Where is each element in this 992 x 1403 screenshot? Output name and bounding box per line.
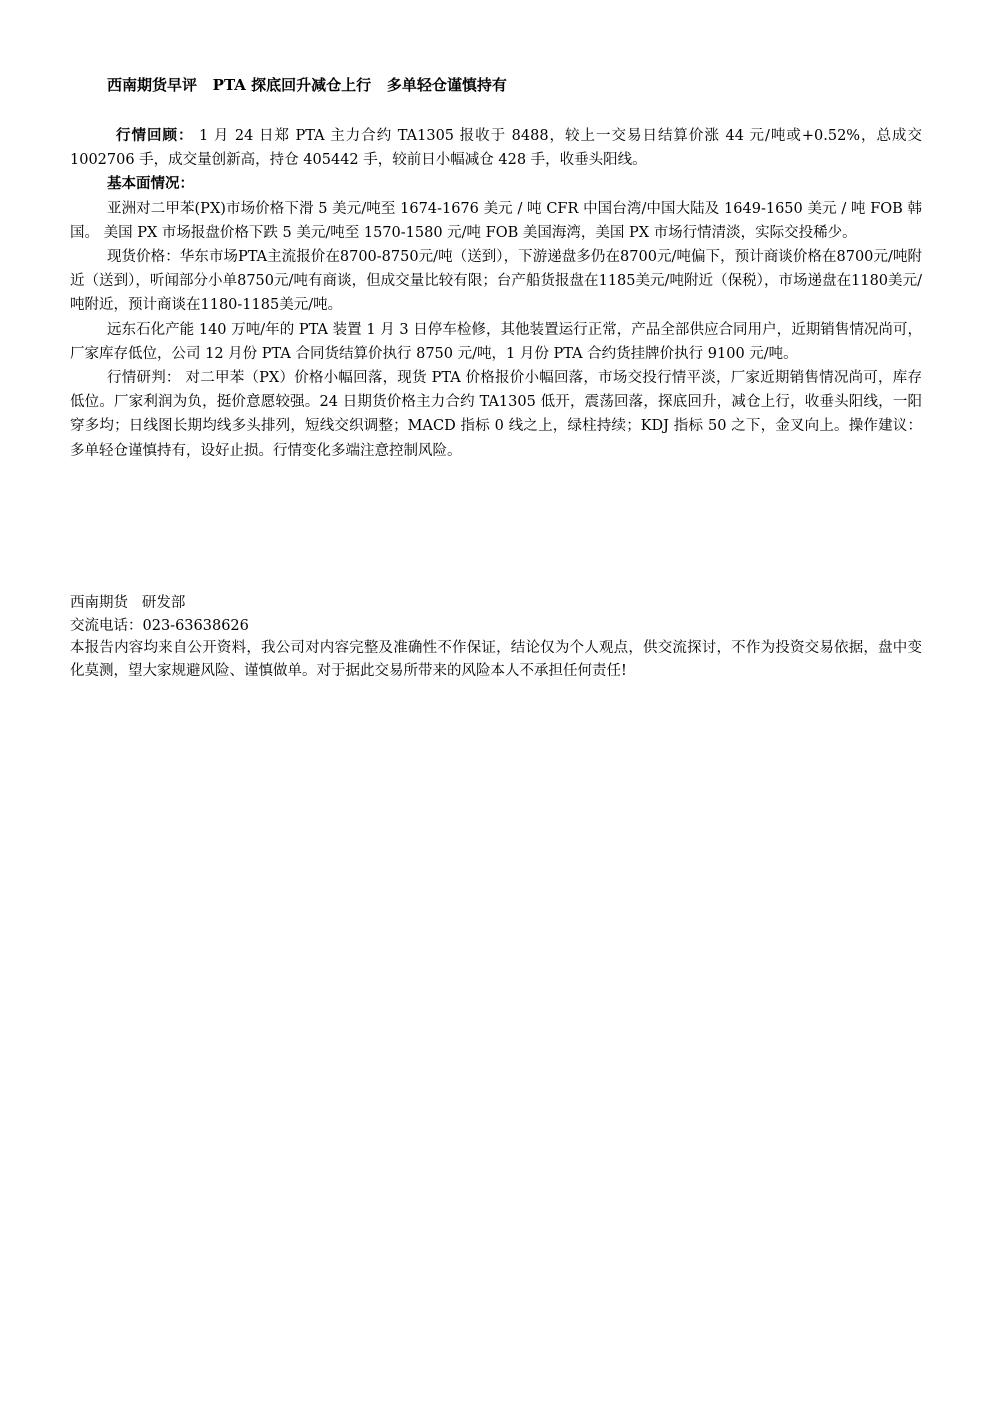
report-footer xyxy=(70,592,922,682)
market-review-label: 行情回顾： xyxy=(116,127,194,144)
px-market-paragraph: 亚洲对二甲苯(PX)市场价格下滑 5 美元/吨至 1674-1676 美元 / 吨 CFR 中国台湾/中国大陆及 1649-1650 美元 / 吨 FOB 韩国。 美国 PX 市场报盘价格下跌 5 美元/吨至 1570-1580 元/吨 FOB 美国海湾，美国 PX 市场行情清淡，实际交投稀少。 xyxy=(70,200,922,241)
spot-price-paragraph: 现货价格：华东市场PTA主流报价在8700-8750元/吨（送到），下游递盘多仍在8700元/吨偏下，预计商谈价格在8700元/吨附近（送到），听闻部分小单8750元/吨有商谈，但成交量比较有限；台产船货报盘在1185美元/吨附近（保税），市场递盘在1180美元/吨附近，预计商谈在1180-1185美元/吨。 xyxy=(70,249,922,314)
plant-status-paragraph: 远东石化产能 140 万吨/年的 PTA 装置 1 月 3 日停车检修，其他装置运行正常，产品全部供应合同用户，近期销售情况尚可，厂家库存低位，公司 12 月份 PTA 合同货结算价执行 8750 元/吨，1 月份 PTA 合约货挂牌价执行 9100 元/吨。 xyxy=(70,321,922,362)
company-department: 西南期货 研发部 xyxy=(70,595,186,611)
contact-phone: 交流电话：023-63638626 xyxy=(70,617,249,634)
report-body xyxy=(70,124,922,463)
document-title: 西南期货早评 PTA 探底回升减仓上行 多单轻仓谨慎持有 xyxy=(107,76,507,94)
fundamentals-heading-paragraph xyxy=(70,172,922,196)
market-analysis-paragraph: 行情研判： 对二甲苯（PX）价格小幅回落，现货 PTA 价格报价小幅回落，市场交投行情平淡，厂家近期销售情况尚可，库存低位。厂家利润为负，挺价意愿较强。24 日期货价格主力合约 TA1305 低开，震荡回落，探底回升，减仓上行，收垂头阳线，一阳穿多均；日线图长期均线多头排列，短线交织调整；MACD 指标 0 线之上，绿柱持续；KDJ 指标 50 之下，金叉向上。操作建议：多单轻仓谨慎持有，设好止损。行情变化多端注意控制风险。 xyxy=(70,370,922,459)
fundamentals-label: 基本面情况： xyxy=(107,175,194,193)
market-review-paragraph xyxy=(70,124,922,172)
market-review-text: 1 月 24 日郑 PTA 主力合约 TA1305 报收于 8488，较上一交易日结算价涨 44 元/吨或+0.52%，总成交 1002706 手，成交量创新高，持仓 405442 手，较前日小幅减仓 428 手，收垂头阳线。 xyxy=(70,128,923,169)
disclaimer-text: 本报告内容均来自公开资料，我公司对内容完整及准确性不作保证，结论仅为个人观点，供交流探讨，不作为投资交易依据，盘中变化莫测，望大家规避风险、谨慎做单。对于据此交易所带来的风险本人不承担任何责任! xyxy=(70,640,922,679)
